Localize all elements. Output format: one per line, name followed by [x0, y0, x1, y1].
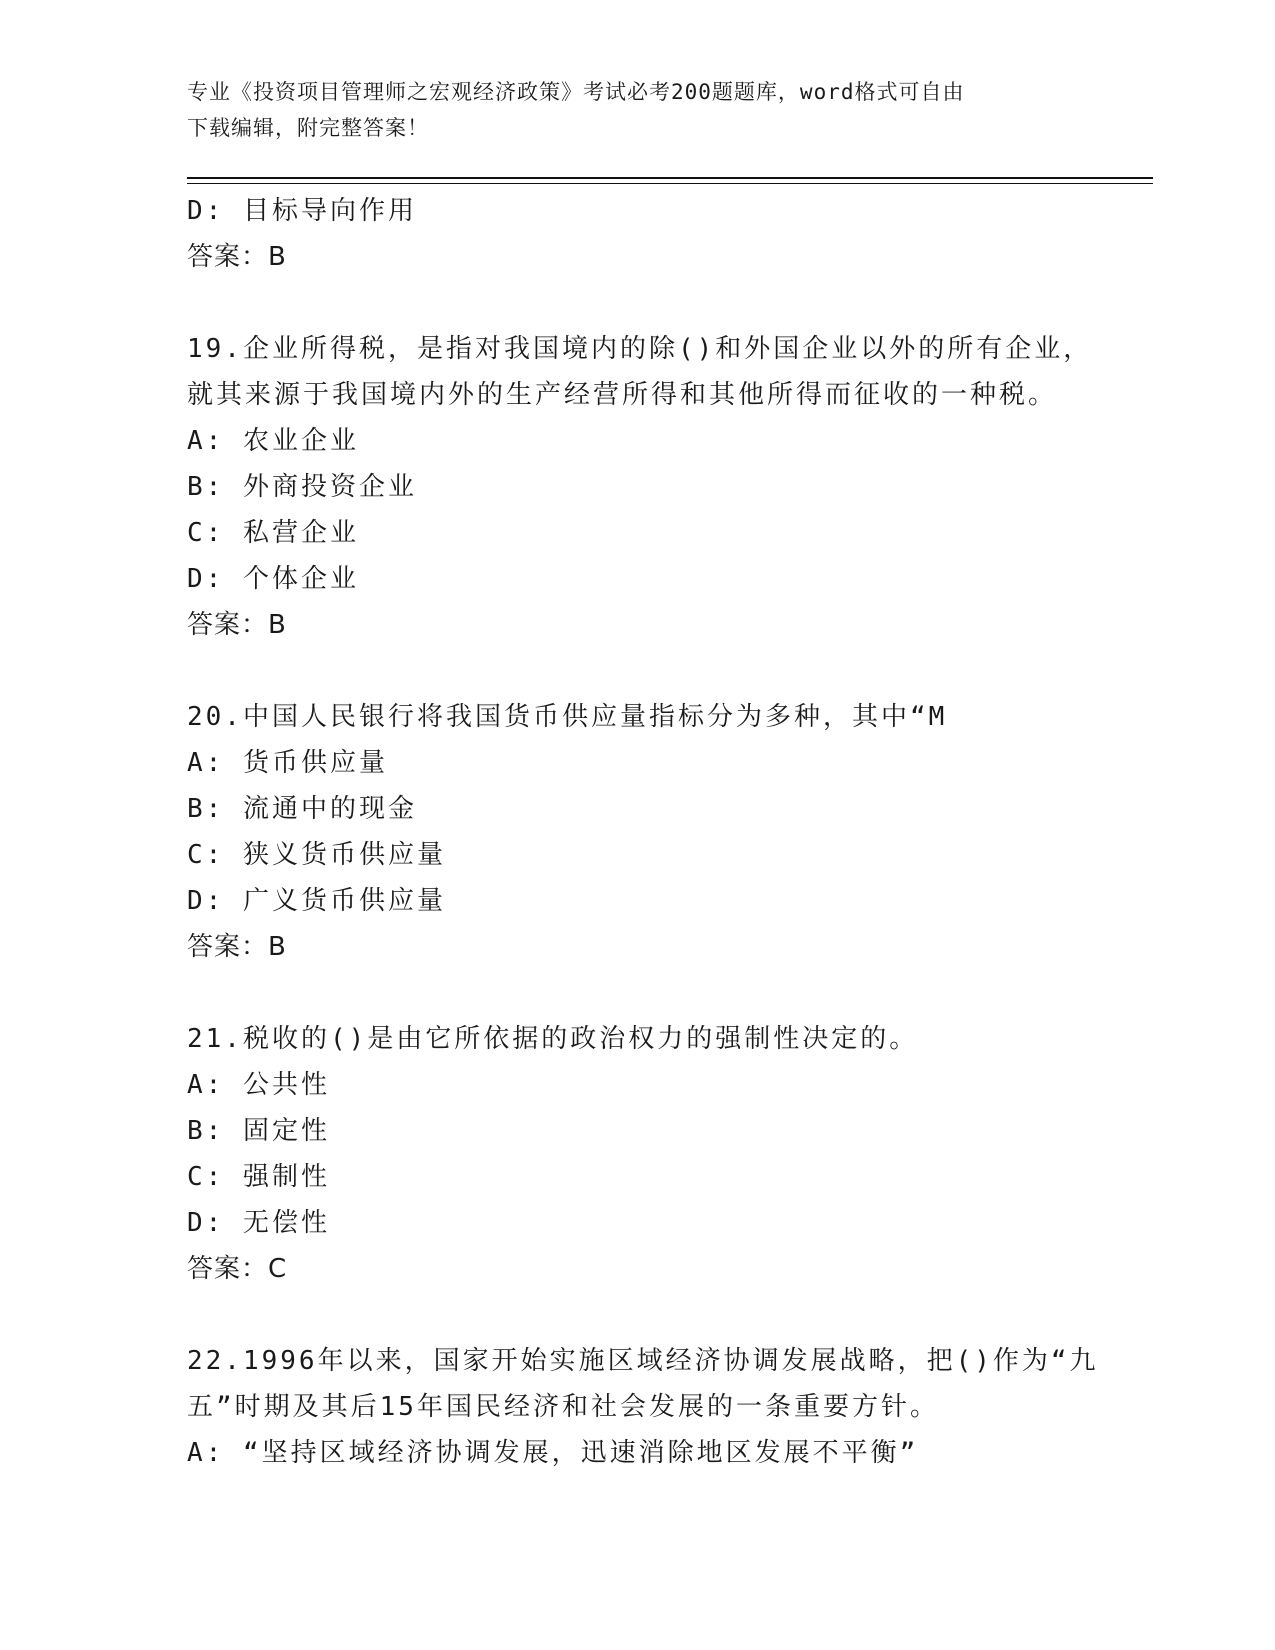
option-d: D: 广义货币供应量 [187, 886, 446, 916]
question-20 [187, 694, 1127, 970]
option-d: D: 目标导向作用 [187, 196, 417, 226]
spacer [187, 280, 1127, 326]
option-c: C: 狭义货币供应量 [187, 840, 446, 870]
spacer [187, 648, 1127, 694]
answer: 答案：B [187, 932, 287, 962]
question-text: 19.企业所得税，是指对我国境内的除()和外国企业以外的所有企业， [187, 334, 1093, 364]
option-b: B: 流通中的现金 [187, 794, 417, 824]
option-c: C: 私营企业 [187, 518, 359, 548]
option-a: A: 农业企业 [187, 426, 359, 456]
option-a: A: 公共性 [187, 1070, 330, 1100]
question-18-tail [187, 188, 1127, 280]
question-text: 五”时期及其后15年国民经济和社会发展的一条重要方针。 [187, 1392, 939, 1422]
spacer [187, 1292, 1127, 1338]
question-text: 就其来源于我国境内外的生产经营所得和其他所得而征收的一种税。 [187, 380, 1058, 410]
spacer [187, 970, 1127, 1016]
header-line-2: 下载编辑，附完整答案！ [187, 116, 429, 140]
option-d: D: 无偿性 [187, 1208, 330, 1238]
question-text: 22.1996年以来，国家开始实施区域经济协调发展战略，把()作为“九 [187, 1346, 1099, 1376]
answer: 答案：B [187, 610, 287, 640]
question-text: 21.税收的()是由它所依据的政治权力的强制性决定的。 [187, 1024, 919, 1054]
option-a: A: “坚持区域经济协调发展，迅速消除地区发展不平衡” [187, 1438, 919, 1468]
header-line-1: 专业《投资项目管理师之宏观经济政策》考试必考200题题库，word格式可自由 [187, 80, 965, 104]
answer: 答案：B [187, 242, 287, 272]
question-text: 20.中国人民银行将我国货币供应量指标分为多种，其中“M [187, 702, 948, 732]
answer: 答案：C [187, 1254, 288, 1284]
question-22 [187, 1338, 1127, 1476]
header-divider-thick [187, 177, 1153, 179]
question-21 [187, 1016, 1127, 1292]
option-c: C: 强制性 [187, 1162, 330, 1192]
question-19 [187, 326, 1127, 648]
option-d: D: 个体企业 [187, 564, 359, 594]
question-list [187, 188, 1127, 1476]
document-header [187, 74, 1087, 146]
option-a: A: 货币供应量 [187, 748, 388, 778]
option-b: B: 外商投资企业 [187, 472, 417, 502]
option-b: B: 固定性 [187, 1116, 330, 1146]
header-divider-thin [187, 183, 1153, 184]
